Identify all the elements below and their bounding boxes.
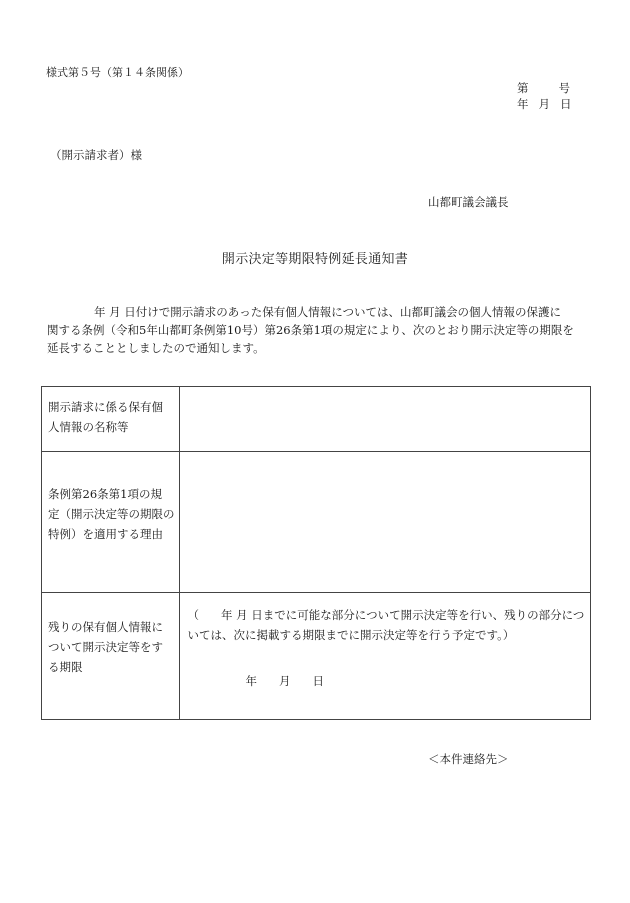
row-value-info-name <box>179 387 591 452</box>
sender: 山都町議会議長 <box>428 195 509 209</box>
body-line-2: 関する条例（令和5年山都町条例第10号）第26条第1項の規定により、次のとおり開示決定等の期限を <box>47 323 574 337</box>
document-date <box>517 96 572 112</box>
date-year: 年 <box>517 97 529 111</box>
info-table <box>41 386 591 720</box>
doc-number-suffix: 号 <box>558 81 570 95</box>
row-value-reason <box>179 452 591 593</box>
row-value-deadline: （ 年 月 日までに可能な部分について開示決定等を行い、残りの部分につ いては、次に掲載する期限までに開示決定等を行う予定です。） 年 月 日 <box>179 593 591 720</box>
body-line-3: 延長することとしましたので通知します。 <box>47 341 265 355</box>
body-line-1: 年 月 日付けで開示請求のあった保有個人情報については、山都町議会の個人情報の保護に <box>94 305 561 319</box>
body-paragraph <box>47 303 587 357</box>
table-row <box>42 452 591 593</box>
doc-number-prefix: 第 <box>517 81 529 95</box>
table-row <box>42 387 591 452</box>
form-number: 様式第５号（第１４条関係） <box>46 66 189 79</box>
row-label-info-name: 開示請求に係る保有個 人情報の名称等 <box>42 387 180 452</box>
row-label-deadline: 残りの保有個人情報に ついて開示決定等をす る期限 <box>42 593 180 720</box>
contact-label: ＜本件連絡先＞ <box>428 752 509 766</box>
table-row <box>42 593 591 720</box>
date-day: 日 <box>560 97 572 111</box>
document-title: 開示決定等期限特例延長通知書 <box>221 252 409 267</box>
addressee: （開示請求者）様 <box>50 148 142 162</box>
deadline-date: 年 月 日 <box>245 674 324 688</box>
document-number <box>517 80 570 96</box>
row-label-reason: 条例第26条第1項の規 定（開示決定等の期限の 特例）を適用する理由 <box>42 452 180 593</box>
date-month: 月 <box>538 97 550 111</box>
